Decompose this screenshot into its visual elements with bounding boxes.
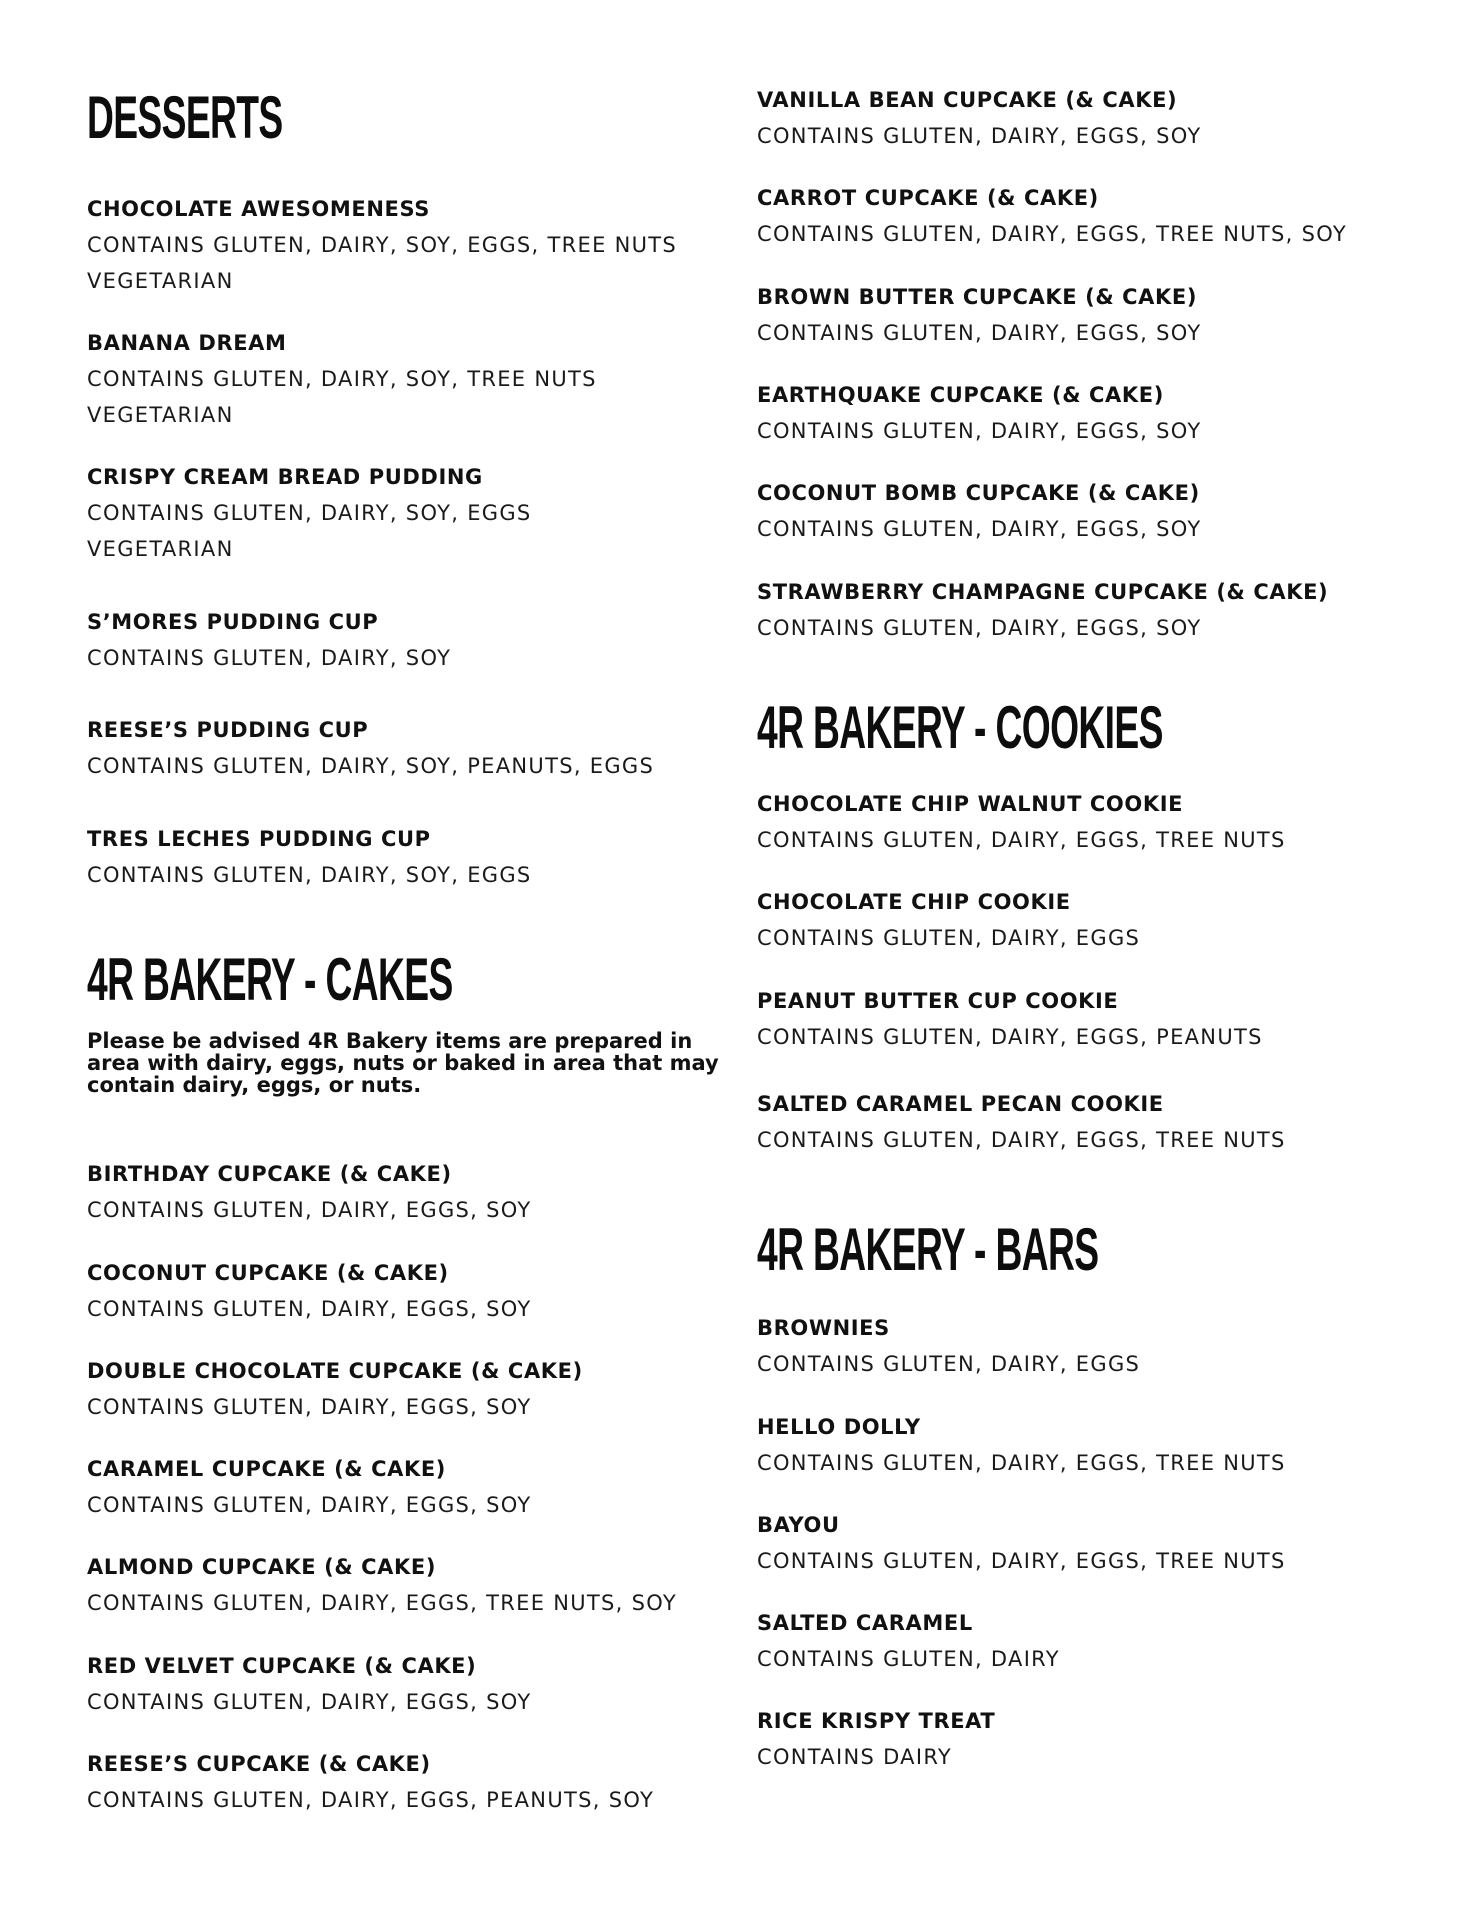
- item-allergens: CONTAINS GLUTEN, DAIRY, EGGS, SOY: [87, 1395, 532, 1419]
- menu-item: [757, 377, 1457, 449]
- item-allergens: CONTAINS GLUTEN, DAIRY, EGGS, SOY: [757, 517, 1202, 541]
- item-name: DOUBLE CHOCOLATE CUPCAKE (& CAKE): [87, 1359, 583, 1383]
- item-allergens: CONTAINS GLUTEN, DAIRY, EGGS: [757, 926, 1141, 950]
- menu-item: [757, 1507, 1457, 1579]
- item-name: BANANA DREAM: [87, 331, 287, 355]
- item-name: REESE’S CUPCAKE (& CAKE): [87, 1752, 431, 1776]
- menu-item: [87, 821, 727, 893]
- item-name: CARAMEL CUPCAKE (& CAKE): [87, 1457, 446, 1481]
- item-dietary-note: VEGETARIAN: [87, 403, 234, 427]
- item-allergens: CONTAINS GLUTEN, DAIRY, EGGS, TREE NUTS: [757, 1451, 1286, 1475]
- item-allergens: CONTAINS GLUTEN, DAIRY, EGGS, SOY: [87, 1690, 532, 1714]
- item-name: CRISPY CREAM BREAD PUDDING: [87, 465, 483, 489]
- item-allergens: CONTAINS GLUTEN, DAIRY, EGGS, SOY: [87, 1198, 532, 1222]
- menu-item: [757, 279, 1457, 351]
- item-name: ALMOND CUPCAKE (& CAKE): [87, 1555, 437, 1579]
- item-name: REESE’S PUDDING CUP: [87, 718, 369, 742]
- item-name: HELLO DOLLY: [757, 1415, 921, 1439]
- item-name: VANILLA BEAN CUPCAKE (& CAKE): [757, 88, 1178, 112]
- item-allergens: CONTAINS GLUTEN, DAIRY, EGGS, PEANUTS, SOY: [87, 1788, 655, 1812]
- item-allergens: CONTAINS GLUTEN, DAIRY, EGGS, TREE NUTS: [757, 1549, 1286, 1573]
- item-name: RICE KRISPY TREAT: [757, 1709, 996, 1733]
- item-allergens: CONTAINS GLUTEN, DAIRY, EGGS, TREE NUTS: [757, 1128, 1286, 1152]
- item-allergens: CONTAINS GLUTEN, DAIRY, EGGS, TREE NUTS: [757, 828, 1286, 852]
- menu-item: [757, 574, 1457, 646]
- bars-heading: 4R BAKERY - BARS: [757, 1216, 1099, 1283]
- menu-item: [757, 82, 1457, 154]
- menu-item: [87, 1353, 727, 1425]
- menu-item: [87, 459, 727, 567]
- menu-item: [87, 191, 727, 299]
- item-name: CHOCOLATE CHIP COOKIE: [757, 890, 1071, 914]
- menu-item: [757, 1409, 1457, 1481]
- menu-item: [87, 1746, 727, 1818]
- item-name: COCONUT CUPCAKE (& CAKE): [87, 1261, 449, 1285]
- item-name: CARROT CUPCAKE (& CAKE): [757, 186, 1099, 210]
- item-allergens: CONTAINS GLUTEN, DAIRY, EGGS, PEANUTS: [757, 1025, 1263, 1049]
- menu-item: [757, 884, 1457, 956]
- menu-item: [757, 1310, 1457, 1382]
- menu-item: [757, 1703, 1457, 1775]
- menu-item: [87, 712, 727, 784]
- menu-item: [87, 1156, 727, 1228]
- menu-item: [757, 983, 1457, 1055]
- desserts-heading: DESSERTS: [87, 84, 283, 151]
- item-name: BROWN BUTTER CUPCAKE (& CAKE): [757, 285, 1198, 309]
- item-name: PEANUT BUTTER CUP COOKIE: [757, 989, 1119, 1013]
- item-allergens: CONTAINS GLUTEN, DAIRY, EGGS: [757, 1352, 1141, 1376]
- menu-item: [87, 1255, 727, 1327]
- item-allergens: CONTAINS GLUTEN, DAIRY, SOY, PEANUTS, EGGS: [87, 754, 655, 778]
- item-name: COCONUT BOMB CUPCAKE (& CAKE): [757, 481, 1200, 505]
- cakes-heading: 4R BAKERY - CAKES: [87, 946, 453, 1013]
- menu-item: [757, 1086, 1457, 1158]
- cookies-heading: 4R BAKERY - COOKIES: [757, 694, 1163, 761]
- item-allergens: CONTAINS GLUTEN, DAIRY, EGGS, SOY: [757, 419, 1202, 443]
- menu-item: [87, 1549, 727, 1621]
- item-name: EARTHQUAKE CUPCAKE (& CAKE): [757, 383, 1164, 407]
- item-name: CHOCOLATE AWESOMENESS: [87, 197, 430, 221]
- item-allergens: CONTAINS GLUTEN, DAIRY, EGGS, TREE NUTS, SOY: [757, 222, 1348, 246]
- menu-item: [87, 1451, 727, 1523]
- item-dietary-note: VEGETARIAN: [87, 269, 234, 293]
- item-name: CHOCOLATE CHIP WALNUT COOKIE: [757, 792, 1184, 816]
- item-allergens: CONTAINS GLUTEN, DAIRY, EGGS, SOY: [757, 124, 1202, 148]
- item-name: SALTED CARAMEL: [757, 1611, 973, 1635]
- item-allergens: CONTAINS GLUTEN, DAIRY, EGGS, SOY: [87, 1297, 532, 1321]
- item-name: BIRTHDAY CUPCAKE (& CAKE): [87, 1162, 452, 1186]
- item-name: TRES LECHES PUDDING CUP: [87, 827, 431, 851]
- menu-item: [87, 1648, 727, 1720]
- item-allergens: CONTAINS GLUTEN, DAIRY, EGGS, SOY: [757, 616, 1202, 640]
- item-allergens: CONTAINS GLUTEN, DAIRY, EGGS, TREE NUTS, SOY: [87, 1591, 678, 1615]
- allergen-notice: Please be advised 4R Bakery items are prepared in area with dairy, eggs, nuts or baked in area that may contain dairy, eggs, or nuts.: [87, 1029, 719, 1097]
- item-name: S’MORES PUDDING CUP: [87, 610, 379, 634]
- item-name: BAYOU: [757, 1513, 840, 1537]
- item-allergens: CONTAINS GLUTEN, DAIRY, SOY, EGGS, TREE NUTS: [87, 233, 678, 257]
- item-allergens: CONTAINS GLUTEN, DAIRY: [757, 1647, 1060, 1671]
- menu-item: [757, 475, 1457, 547]
- item-allergens: CONTAINS DAIRY: [757, 1745, 953, 1769]
- item-allergens: CONTAINS GLUTEN, DAIRY, EGGS, SOY: [757, 321, 1202, 345]
- menu-item: [757, 1605, 1457, 1677]
- item-dietary-note: VEGETARIAN: [87, 537, 234, 561]
- item-name: RED VELVET CUPCAKE (& CAKE): [87, 1654, 477, 1678]
- menu-item: [87, 325, 727, 433]
- menu-item: [757, 786, 1457, 858]
- item-allergens: CONTAINS GLUTEN, DAIRY, SOY, TREE NUTS: [87, 367, 597, 391]
- item-name: SALTED CARAMEL PECAN COOKIE: [757, 1092, 1164, 1116]
- item-allergens: CONTAINS GLUTEN, DAIRY, SOY, EGGS: [87, 863, 532, 887]
- menu-item: [757, 180, 1457, 252]
- item-name: STRAWBERRY CHAMPAGNE CUPCAKE (& CAKE): [757, 580, 1329, 604]
- item-allergens: CONTAINS GLUTEN, DAIRY, SOY: [87, 646, 452, 670]
- item-name: BROWNIES: [757, 1316, 890, 1340]
- menu-item: [87, 604, 727, 676]
- item-allergens: CONTAINS GLUTEN, DAIRY, SOY, EGGS: [87, 501, 532, 525]
- item-allergens: CONTAINS GLUTEN, DAIRY, EGGS, SOY: [87, 1493, 532, 1517]
